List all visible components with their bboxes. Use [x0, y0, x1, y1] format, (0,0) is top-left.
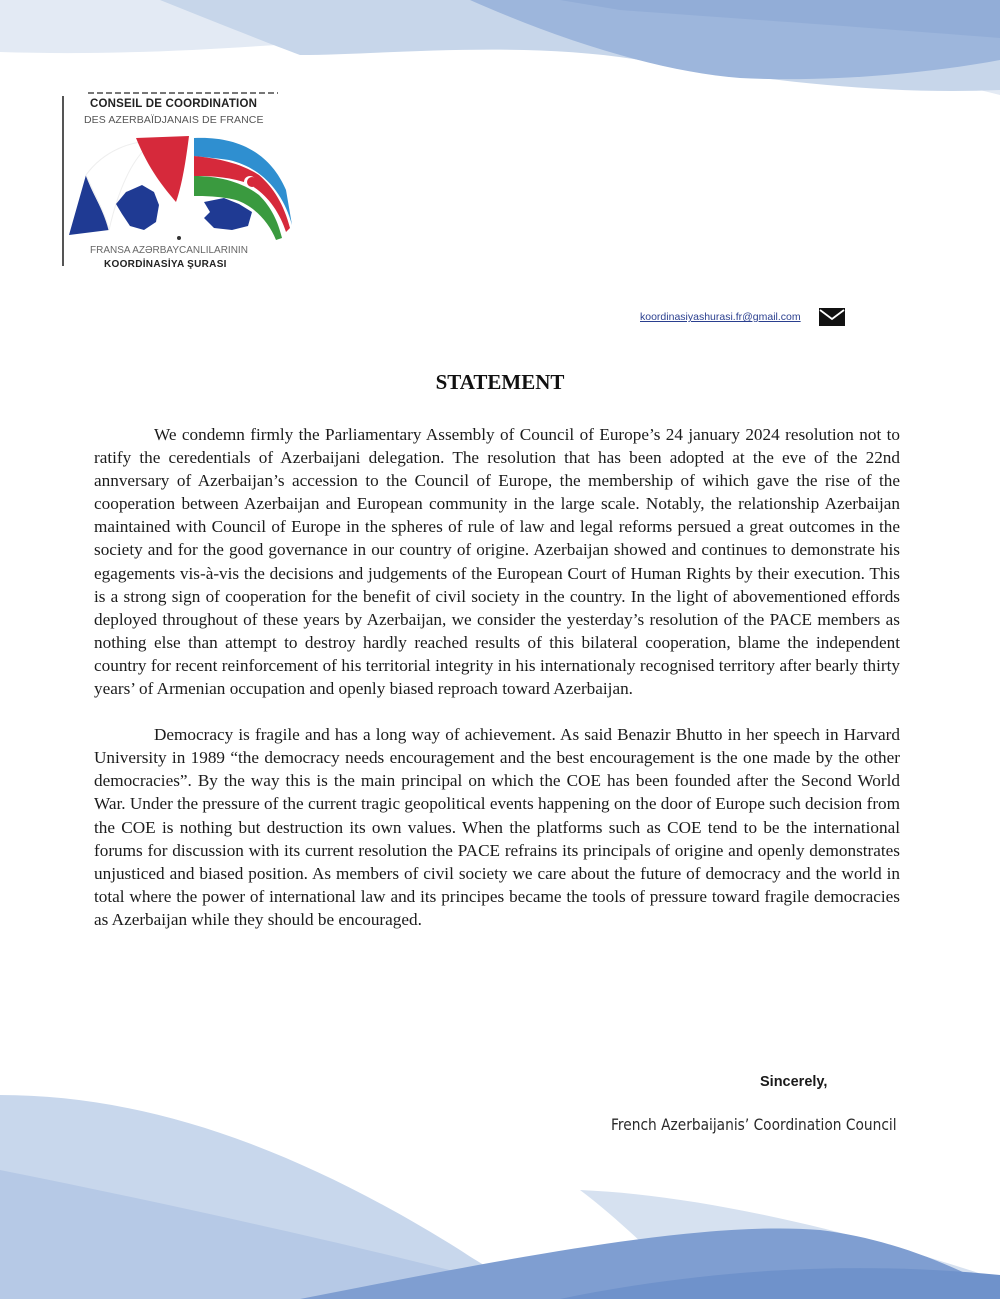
envelope-icon	[819, 308, 845, 326]
footer-wave-decoration	[0, 1020, 1000, 1299]
document-body	[94, 423, 900, 931]
organization-logo	[62, 88, 292, 274]
body-paragraph-1: We condemn firmly the Parliamentary Assembly of Council of Europe’s 24 january 2024 resolution not to ratify the ceredentials of Azerbaijani delegation. The resolution that has been adopted at the eve of the 22nd annversary of Azerbaijan’s accession to the Council of Europe, the membership of wihich gave the rise of the cooperation between Azerbaijan and European community in the large scale. Notably, the relationship Azerbaijan maintained with Council of Europe in the spheres of rule of law and legal reforms persued a great outcomes in the society and for the good governance in our country of origine. Azerbaijan showed and continues to demonstrate his egagements vis-à-vis the decisions and judgements of the European Court of Human Rights by their execution. This is a strong sign of cooperation for the benefit of civil society in the country. In the light of abovementioned effords deployed throughout of these years by Azerbaijan, we consider the yesterday’s resolution of the PACE members as nothing else than attempt to destroy hardly reached results of this bilateral cooperation, blame the independent country for recent reinforcement of his territorial integrity in his internationaly recognised territory after bearly thirty years’ of Armenian occupation and openly biased reproach toward Azerbaijan.	[94, 425, 900, 699]
logo-top-rule	[88, 92, 278, 94]
logo-title-fr: CONSEIL DE COORDINATION	[90, 98, 258, 110]
logo-flags-map-icon	[64, 130, 294, 245]
email-link[interactable]: koordinasiyashurasi.fr@gmail.com	[640, 311, 801, 323]
closing-salutation: Sincerely,	[760, 1074, 828, 1090]
logo-subtitle-az: KOORDİNASİYA ŞURASI	[104, 259, 227, 270]
logo-subtitle-fr: DES AZERBAÏDJANAIS DE FRANCE	[84, 114, 264, 126]
logo-title-az: FRANSA AZƏRBAYCANLILARININ	[90, 245, 248, 256]
body-paragraph-2: Democracy is fragile and has a long way of achievement. As said Benazir Bhutto in her speech in Harvard University in 1989 “the democracy needs encouragement and the best encouragement is the one made by the other democracies”. By the way this is the main principal on which the COE has been founded after the Second World War. Under the pressure of the current tragic geopolitical events happening on the door of Europe such decision from the COE is nothing but destruction its own values. When the platforms such as COE tend to be the international forums for discussion with its current resolution the PACE refrains its principals of origine and openly demonstrates unjusticed and biased position. As members of civil society we care about the future of democracy and the world in total where the power of international law and its principes became the tools of pressure toward fragile democracies as Azerbaijan while they should be encouraged.	[94, 725, 900, 929]
contact-line	[640, 308, 845, 326]
signature-organization: French Azerbaijanis’ Coordination Council	[611, 1115, 897, 1134]
document-title: STATEMENT	[435, 370, 565, 394]
